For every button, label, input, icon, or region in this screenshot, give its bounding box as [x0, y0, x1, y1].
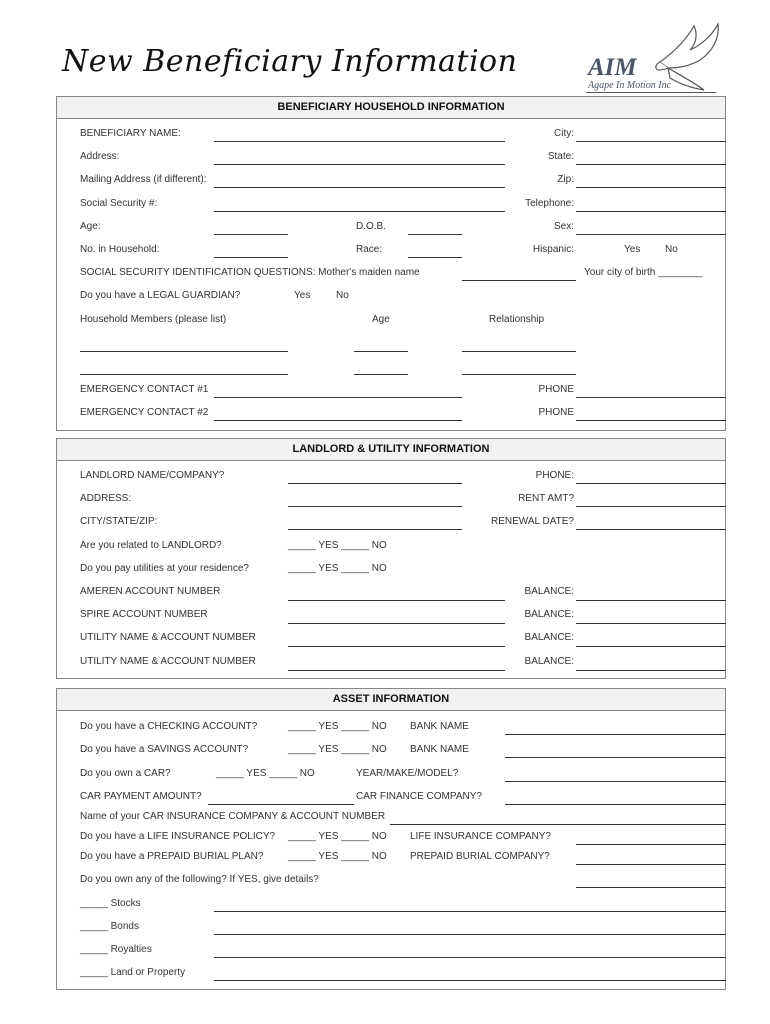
pay-utilities-yes-no[interactable]: _____ YES _____ NO	[288, 563, 387, 574]
car-finance-field[interactable]	[505, 804, 726, 805]
burial-plan-yes-no[interactable]: _____ YES _____ NO	[288, 851, 387, 862]
ameren-balance-label: BALANCE:	[524, 586, 574, 597]
renewal-date-field[interactable]	[576, 529, 726, 530]
member1-relationship-field[interactable]	[462, 351, 576, 352]
member2-name-field[interactable]	[80, 374, 288, 375]
own-car-label: Do you own a CAR?	[80, 768, 171, 779]
rent-amount-field[interactable]	[576, 506, 726, 507]
emergency-phone-2-field[interactable]	[576, 420, 726, 421]
renewal-date-label: RENEWAL DATE?	[491, 516, 574, 527]
mailing-address-field[interactable]	[214, 187, 505, 188]
savings-account-yes-no[interactable]: _____ YES _____ NO	[288, 744, 387, 755]
household-section	[56, 96, 726, 431]
emergency-phone-1-label: PHONE	[538, 384, 574, 395]
checking-bank-name-label: BANK NAME	[410, 721, 469, 732]
life-company-field[interactable]	[576, 844, 726, 845]
utility2-balance-field[interactable]	[576, 670, 726, 671]
burial-company-label: PREPAID BURIAL COMPANY?	[410, 851, 550, 862]
checking-account-label: Do you have a CHECKING ACCOUNT?	[80, 721, 258, 732]
land-property-field[interactable]	[214, 980, 726, 981]
state-field[interactable]	[576, 164, 726, 165]
ssn-label: Social Security #:	[80, 198, 158, 209]
utility2-balance-label: BALANCE:	[524, 656, 574, 667]
own-following-label: Do you own any of the following? If YES, give details?	[80, 874, 319, 885]
car-insurance-field[interactable]	[390, 824, 726, 825]
utility2-account-label: UTILITY NAME & ACCOUNT NUMBER	[80, 656, 256, 667]
legal-guardian-label: Do you have a LEGAL GUARDIAN?	[80, 290, 241, 301]
car-finance-label: CAR FINANCE COMPANY?	[356, 791, 482, 802]
landlord-name-label: LANDLORD NAME/COMPANY?	[80, 470, 225, 481]
page-title: New Beneficiary Information	[62, 44, 518, 79]
royalties-label: _____ Royalties	[80, 944, 152, 955]
utility1-account-label: UTILITY NAME & ACCOUNT NUMBER	[80, 632, 256, 643]
spire-balance-field[interactable]	[576, 623, 726, 624]
ameren-balance-field[interactable]	[576, 600, 726, 601]
ss-questions-label: SOCIAL SECURITY IDENTIFICATION QUESTIONS: Mother's maiden name	[80, 267, 420, 278]
own-car-yes-no[interactable]: _____ YES _____ NO	[216, 768, 315, 779]
savings-bank-name-label: BANK NAME	[410, 744, 469, 755]
hispanic-yes-option[interactable]: Yes	[624, 244, 641, 255]
life-insurance-yes-no[interactable]: _____ YES _____ NO	[288, 831, 387, 842]
landlord-name-field[interactable]	[288, 483, 462, 484]
members-relationship-header: Relationship	[489, 314, 545, 325]
checking-bank-name-field[interactable]	[505, 734, 726, 735]
landlord-phone-field[interactable]	[576, 483, 726, 484]
mailing-address-label: Mailing Address (if different):	[80, 174, 207, 185]
dob-label: D.O.B.	[356, 221, 387, 232]
royalties-field[interactable]	[214, 957, 726, 958]
hispanic-label: Hispanic:	[532, 244, 574, 255]
landlord-phone-label: PHONE:	[535, 470, 574, 481]
emergency-contact-1-field[interactable]	[214, 397, 462, 398]
state-label: State:	[547, 151, 574, 162]
sex-field[interactable]	[576, 234, 726, 235]
member1-name-field[interactable]	[80, 351, 288, 352]
race-label: Race:	[356, 244, 383, 255]
spire-account-field[interactable]	[288, 623, 505, 624]
beneficiary-name-field[interactable]	[214, 141, 505, 142]
city-label: City:	[554, 128, 574, 139]
car-payment-field[interactable]	[208, 804, 354, 805]
logo-wordmark: AIM	[588, 54, 637, 81]
landlord-heading: LANDLORD & UTILITY INFORMATION	[57, 439, 725, 461]
spire-balance-label: BALANCE:	[524, 609, 574, 620]
bonds-label: _____ Bonds	[80, 921, 139, 932]
own-following-field[interactable]	[576, 887, 726, 888]
related-to-landlord-yes-no[interactable]: _____ YES _____ NO	[288, 540, 387, 551]
car-payment-label: CAR PAYMENT AMOUNT?	[80, 791, 202, 802]
zip-label: Zip:	[557, 174, 574, 185]
rent-amount-label: RENT AMT?	[518, 493, 574, 504]
utility1-balance-field[interactable]	[576, 646, 726, 647]
beneficiary-name-label: BENEFICIARY NAME:	[80, 128, 181, 139]
burial-plan-label: Do you have a PREPAID BURIAL PLAN?	[80, 851, 264, 862]
savings-account-label: Do you have a SAVINGS ACCOUNT?	[80, 744, 249, 755]
utility1-account-field[interactable]	[288, 646, 505, 647]
year-make-model-label: YEAR/MAKE/MODEL?	[356, 768, 459, 779]
ameren-account-label: AMEREN ACCOUNT NUMBER	[80, 586, 221, 597]
utility1-balance-label: BALANCE:	[524, 632, 574, 643]
spire-account-label: SPIRE ACCOUNT NUMBER	[80, 609, 208, 620]
stocks-label: _____ Stocks	[80, 898, 141, 909]
household-members-label: Household Members (please list)	[80, 314, 227, 325]
savings-bank-name-field[interactable]	[505, 757, 726, 758]
household-count-field[interactable]	[214, 257, 288, 258]
legal-guardian-yes-option[interactable]: Yes	[294, 290, 311, 301]
emergency-contact-2-field[interactable]	[214, 420, 462, 421]
landlord-address-label: ADDRESS:	[80, 493, 132, 504]
stocks-field[interactable]	[214, 911, 726, 912]
utility2-account-field[interactable]	[288, 670, 505, 671]
member2-age-field[interactable]	[354, 374, 408, 375]
landlord-csz-label: CITY/STATE/ZIP:	[80, 516, 158, 527]
bonds-field[interactable]	[214, 934, 726, 935]
land-property-label: _____ Land or Property	[80, 967, 186, 978]
ameren-account-field[interactable]	[288, 600, 505, 601]
sex-label: Sex:	[553, 221, 574, 232]
hispanic-no-option[interactable]: No	[665, 244, 678, 255]
car-insurance-label: Name of your CAR INSURANCE COMPANY & ACCOUNT NUMBER	[80, 811, 386, 822]
age-label: Age:	[80, 221, 101, 232]
zip-field[interactable]	[576, 187, 726, 188]
legal-guardian-no-option[interactable]: No	[336, 290, 349, 301]
emergency-phone-1-field[interactable]	[576, 397, 726, 398]
life-insurance-label: Do you have a LIFE INSURANCE POLICY?	[80, 831, 276, 842]
checking-account-yes-no[interactable]: _____ YES _____ NO	[288, 721, 387, 732]
landlord-address-field[interactable]	[288, 506, 462, 507]
pay-utilities-label: Do you pay utilities at your residence?	[80, 563, 249, 574]
landlord-csz-field[interactable]	[288, 529, 462, 530]
address-label: Address:	[80, 151, 120, 162]
logo-rule	[586, 92, 716, 93]
emergency-contact-1-label: EMERGENCY CONTACT #1	[80, 384, 209, 395]
maiden-name-field[interactable]	[462, 280, 576, 281]
year-make-model-field[interactable]	[505, 781, 726, 782]
related-to-landlord-label: Are you related to LANDLORD?	[80, 540, 222, 551]
telephone-field[interactable]	[576, 211, 726, 212]
household-heading: BENEFICIARY HOUSEHOLD INFORMATION	[57, 97, 725, 119]
member2-relationship-field[interactable]	[462, 374, 576, 375]
ssn-field[interactable]	[214, 211, 505, 212]
telephone-label: Telephone:	[525, 198, 574, 209]
life-company-label: LIFE INSURANCE COMPANY?	[410, 831, 551, 842]
asset-heading: ASSET INFORMATION	[57, 689, 725, 711]
dob-field[interactable]	[408, 234, 462, 235]
race-field[interactable]	[408, 257, 462, 258]
address-field[interactable]	[214, 164, 505, 165]
city-of-birth-label: Your city of birth ________	[584, 267, 703, 278]
age-field[interactable]	[214, 234, 288, 235]
member1-age-field[interactable]	[354, 351, 408, 352]
household-count-label: No. in Household:	[80, 244, 160, 255]
city-field[interactable]	[576, 141, 726, 142]
emergency-contact-2-label: EMERGENCY CONTACT #2	[80, 407, 209, 418]
burial-company-field[interactable]	[576, 864, 726, 865]
logo-tagline: Agape In Motion Inc	[588, 80, 672, 91]
emergency-phone-2-label: PHONE	[538, 407, 574, 418]
members-age-header: Age	[372, 314, 390, 325]
